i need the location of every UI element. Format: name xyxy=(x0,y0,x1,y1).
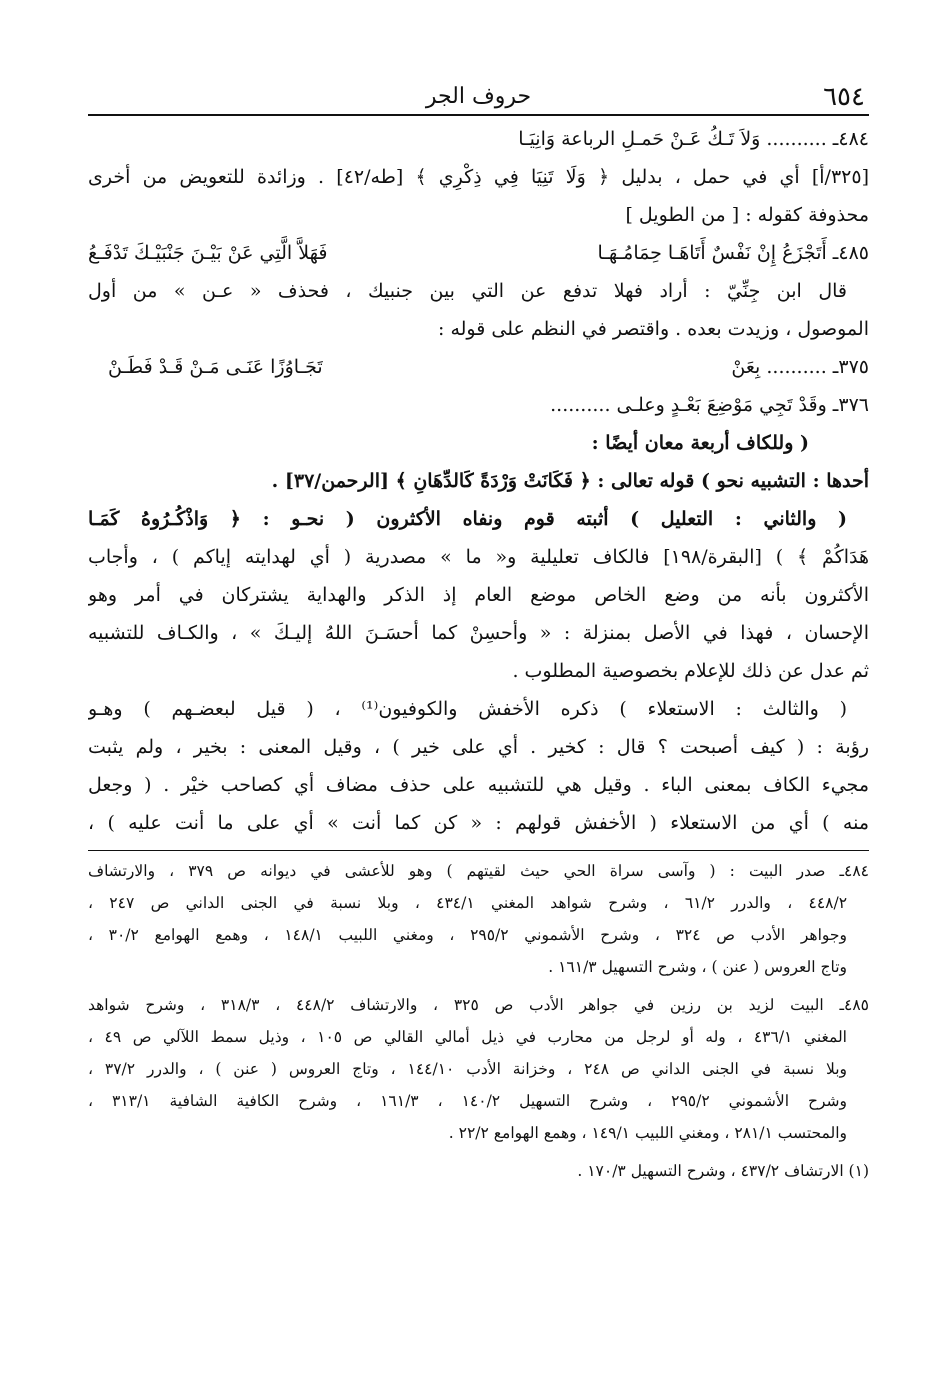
text-line: أحدها : التشبيه نحو ) قوله تعالى : ﴿ فَكَانَتْ وَرْدَةً كَالدِّهَانِ ﴾ [الرحمن/٣٧] . xyxy=(271,470,869,492)
text-line: ثم عدل عن ذلك للإعلام بخصوصية المطلوب . xyxy=(512,660,869,682)
text-line: محذوفة كقوله : [ من الطويل ] xyxy=(625,204,869,226)
text-line: ( والثالث : الاستعلاء ) ذكره الأخفش والكوفيون⁽¹⁾ ، ( قيل لبعضـهم ) وهـو xyxy=(88,698,847,720)
verse-375-first-hemistich: ٣٧٥ـ .......... بِعَنْ xyxy=(731,356,869,378)
verse-485-first-hemistich: ٤٨٥ـ أَتَجْزَعُ إِنْ نَفْسٌ أَتَاهَـا حِمَامُـهَـا xyxy=(597,242,869,264)
text-line: قال ابن جِنِّيّ : أراد فهلا تدفع عن التي بين جنبيك ، فحذف « عـن » من أول xyxy=(88,280,847,302)
chapter-title: حروف الجر xyxy=(425,84,532,109)
footnote-line: وبلا نسبة في الجنى الداني ص ٢٤٨ ، وخزانة الأدب ١٤٤/١٠ ، وتاج العروس ( عنن ) ، والدرر ٣٧/٢ ، xyxy=(88,1060,848,1078)
main-text xyxy=(88,120,869,842)
text-line: الموصول ، وزيدت بعده . واقتصر في النظم على قوله : xyxy=(438,318,869,340)
footnote-line: (١) الارتشاف ٤٣٧/٢ ، وشرح التسهيل ١٧٠/٣ . xyxy=(577,1162,869,1180)
footnote-line: ٤٤٨/٢ ، والدرر ٦١/٢ ، وشرح شواهد المغني ٤٣٤/١ ، وبلا نسبة في الجنى الداني ص ٢٤٧ ، xyxy=(88,894,848,912)
footnote-line: ٤٨٥ـ البيت لزيد بن رزين في جواهر الأدب ص ٣٢٥ ، والارتشاف ٤٤٨/٢ ، ٣١٨/٣ ، وشرح شواهد xyxy=(88,996,869,1014)
text-line: الإحسان ، فهذا في الأصل بمنزلة : « وأحسِنْ كما أحسَـنَ اللهُ إليـكَ » ، والكـاف للتشبيه xyxy=(88,622,869,644)
footnote-line: ٤٨٤ـ صدر البيت : ( وآسى سراة الحي حيث لقيتهم ) وهو للأعشى في ديوانه ص ٣٧٩ ، والارتشاف xyxy=(88,862,869,880)
verse-375 xyxy=(88,348,869,386)
verse-485-second-hemistich: فَهَلاَّ الَّتِي عَنْ بَيْـنَ جَنْبَيْـكَ تَدْفَـعُ xyxy=(88,242,328,264)
text-line: ( والثاني : التعليل ) أثبته قوم ونفاه الأكثرون ( نحـو : ﴿ وَاذْكُـرُوهُ كَمَـا xyxy=(88,508,847,530)
footnote-line: وجواهر الأدب ص ٣٢٤ ، وشرح الأشموني ٢٩٥/٢ ، ومغني اللبيب ١٤٨/١ ، وهمع الهوامع ٣٠/٢ ، xyxy=(88,926,847,944)
footnote-separator xyxy=(88,850,869,851)
verse-484: ٤٨٤ـ .......... وَلاَ تَـكُ عَـنْ حَمـلِ الرباعة وَانِيَـا xyxy=(518,128,869,150)
text-line: رؤبة : ( كيف أصبحت ؟ قال : كخير . أي على خير ) ، وقيل المعنى : بخير ، ولم يثبت xyxy=(88,736,869,758)
page-number: ٦٥٤ xyxy=(823,82,865,112)
footnote-line: المغني ٤٣٦/١ ، وله أو لرجل من محارب في ذيل أمالي القالي ص ١٠٥ ، وذيل سمط اللآلي ص ٤٩ ، xyxy=(88,1028,847,1046)
running-header xyxy=(88,78,869,116)
footnote-line: وشرح الأشموني ٢٩٥/٢ ، وشرح التسهيل ١٤٠/٢ ، ١٦١/٣ ، وشرح الكافية الشافية ٣١٣/١ ، xyxy=(88,1092,847,1110)
text-line: الأكثرون بأنه من وضع الخاص موضع العام إذ الذكر والهداية يشتركان في أمر وهو xyxy=(88,584,869,606)
text-line: منه ) أي من الاستعلاء ( الأخفش قولهم : « كن كما أنت » أي على ما أنت عليه ) ، xyxy=(88,812,869,834)
footnote-line: والمحتسب ٢٨١/١ ، ومغني اللبيب ١٤٩/١ ، وهمع الهوامع ٢٢/٢ . xyxy=(448,1124,847,1142)
verse-376: ٣٧٦ـ وقَدْ تَجِي مَوْضِعَ بَعْـدٍ وعلـى .......... xyxy=(550,394,869,416)
verse-485 xyxy=(88,234,869,272)
book-page xyxy=(88,78,869,1357)
text-line: [٣٢٥/أ] أي في حمل ، بدليل ﴿ وَلَا تَنِيَا فِي ذِكْرِي ﴾ [طه/٤٢] . وزائدة للتعويض من أخرى xyxy=(88,166,869,188)
section-heading: ( وللكاف أربعة معان أيضًا : xyxy=(591,432,809,454)
footnotes xyxy=(88,855,869,1187)
verse-375-second-hemistich: تَجَـاوُزًا عَنَـى مَـنْ قَـدْ فَطَـنْ xyxy=(108,356,323,378)
footnote-line: وتاج العروس ( عنن ) ، وشرح التسهيل ١٦١/٣ . xyxy=(548,958,847,976)
text-line: هَدَاكُمْ ﴾ ) [البقرة/١٩٨] فالكاف تعليلية و« ما » مصدرية ( أي لهدايته إياكم ) ، وأجاب xyxy=(88,546,869,568)
text-line: مجيء الكاف بمعنى الباء . وقيل هي للتشبيه على حذف مضاف أي كصاحب خيْر . ( وجعل xyxy=(88,774,869,796)
